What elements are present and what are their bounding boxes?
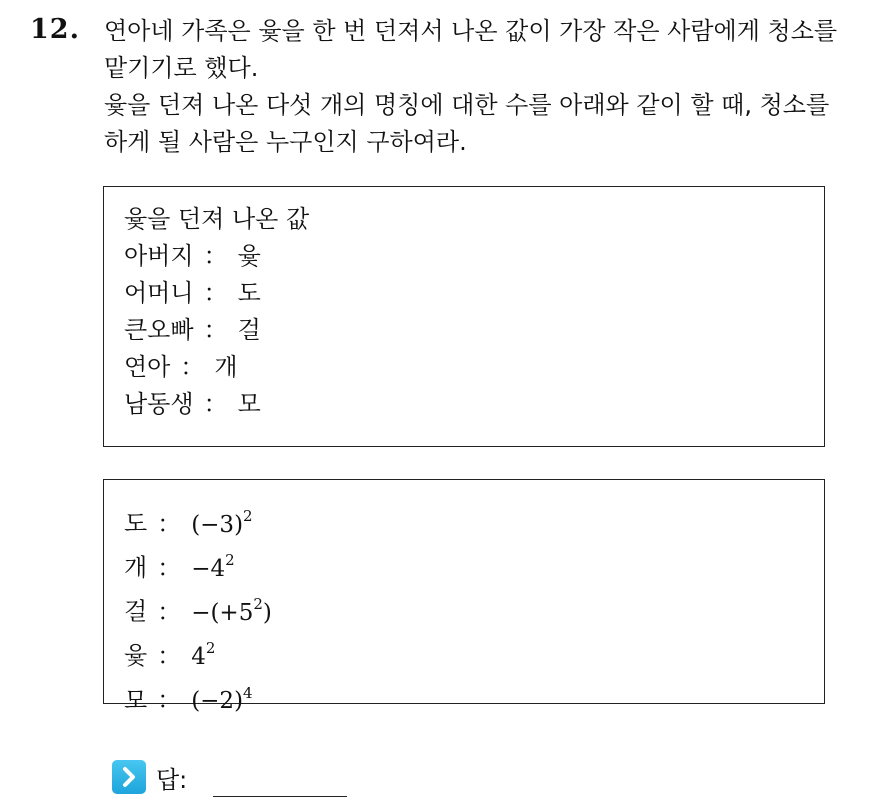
question-text — [104, 13, 874, 161]
person-name: 아버지 — [124, 242, 194, 270]
answer-blank[interactable] — [213, 796, 347, 797]
value-expression — [191, 551, 235, 582]
yut-result: 걸 — [237, 316, 261, 344]
expression-base: (−2) — [191, 688, 244, 715]
expression-base: −4 — [191, 555, 226, 582]
problem-number: 12. — [30, 14, 80, 45]
expression-base: −(+5 — [191, 599, 254, 626]
separator: ： — [203, 242, 228, 270]
separator: ： — [203, 279, 228, 307]
yut-name: 걸 — [124, 597, 148, 626]
yut-name: 도 — [124, 509, 148, 538]
question-line: 맡기기로 했다. — [104, 54, 259, 82]
value-row — [124, 677, 824, 721]
result-row — [124, 386, 824, 423]
value-row — [124, 500, 824, 544]
value-expression — [191, 639, 216, 671]
separator: ： — [157, 686, 182, 715]
separator: ： — [157, 642, 182, 671]
expression-exponent: 4 — [243, 683, 253, 702]
person-name: 어머니 — [124, 279, 194, 307]
value-row — [124, 588, 824, 632]
result-row — [124, 238, 824, 275]
question-line: 하게 될 사람은 누구인지 구하여라. — [104, 128, 467, 156]
separator: ： — [157, 553, 182, 582]
values-box — [103, 479, 825, 715]
value-expression — [191, 683, 253, 715]
value-expression — [191, 507, 253, 538]
person-name: 남동생 — [124, 390, 194, 418]
expression-tail: ) — [262, 599, 272, 626]
expression-base: 4 — [191, 644, 206, 671]
chevron-right-icon — [112, 760, 146, 794]
result-row — [124, 312, 824, 349]
person-name: 큰오빠 — [124, 316, 194, 344]
yut-result: 모 — [237, 390, 261, 418]
results-box — [103, 186, 825, 447]
yut-name: 모 — [124, 686, 148, 715]
expression-exponent: 2 — [253, 595, 263, 614]
expression-exponent: 2 — [243, 507, 253, 525]
expression-exponent: 2 — [205, 639, 216, 658]
separator: ： — [180, 353, 205, 381]
yut-result: 윷 — [237, 242, 261, 270]
results-box-title: 윷을 던져 나온 값 — [124, 205, 310, 233]
result-row — [124, 275, 824, 312]
separator: ： — [157, 509, 182, 538]
value-row — [124, 632, 824, 676]
yut-name: 윷 — [124, 642, 148, 671]
separator: ： — [157, 597, 182, 626]
value-row — [124, 544, 824, 588]
separator: ： — [203, 316, 228, 344]
yut-name: 개 — [124, 553, 148, 582]
expression-base: (−3) — [191, 511, 244, 538]
answer-row — [112, 757, 187, 797]
result-row — [124, 349, 824, 386]
separator: ： — [203, 390, 228, 418]
value-expression — [191, 595, 272, 626]
person-name: 연아 — [124, 353, 171, 381]
expression-exponent: 2 — [225, 551, 235, 570]
question-line: 윷을 던져 나온 다섯 개의 명칭에 대한 수를 아래와 같이 할 때, 청소를 — [104, 91, 830, 119]
question-line: 연아네 가족은 윷을 한 번 던져서 나온 값이 가장 작은 사람에게 청소를 — [104, 17, 838, 45]
yut-result: 개 — [214, 353, 238, 381]
answer-label: 답: — [156, 765, 188, 794]
yut-result: 도 — [237, 279, 261, 307]
